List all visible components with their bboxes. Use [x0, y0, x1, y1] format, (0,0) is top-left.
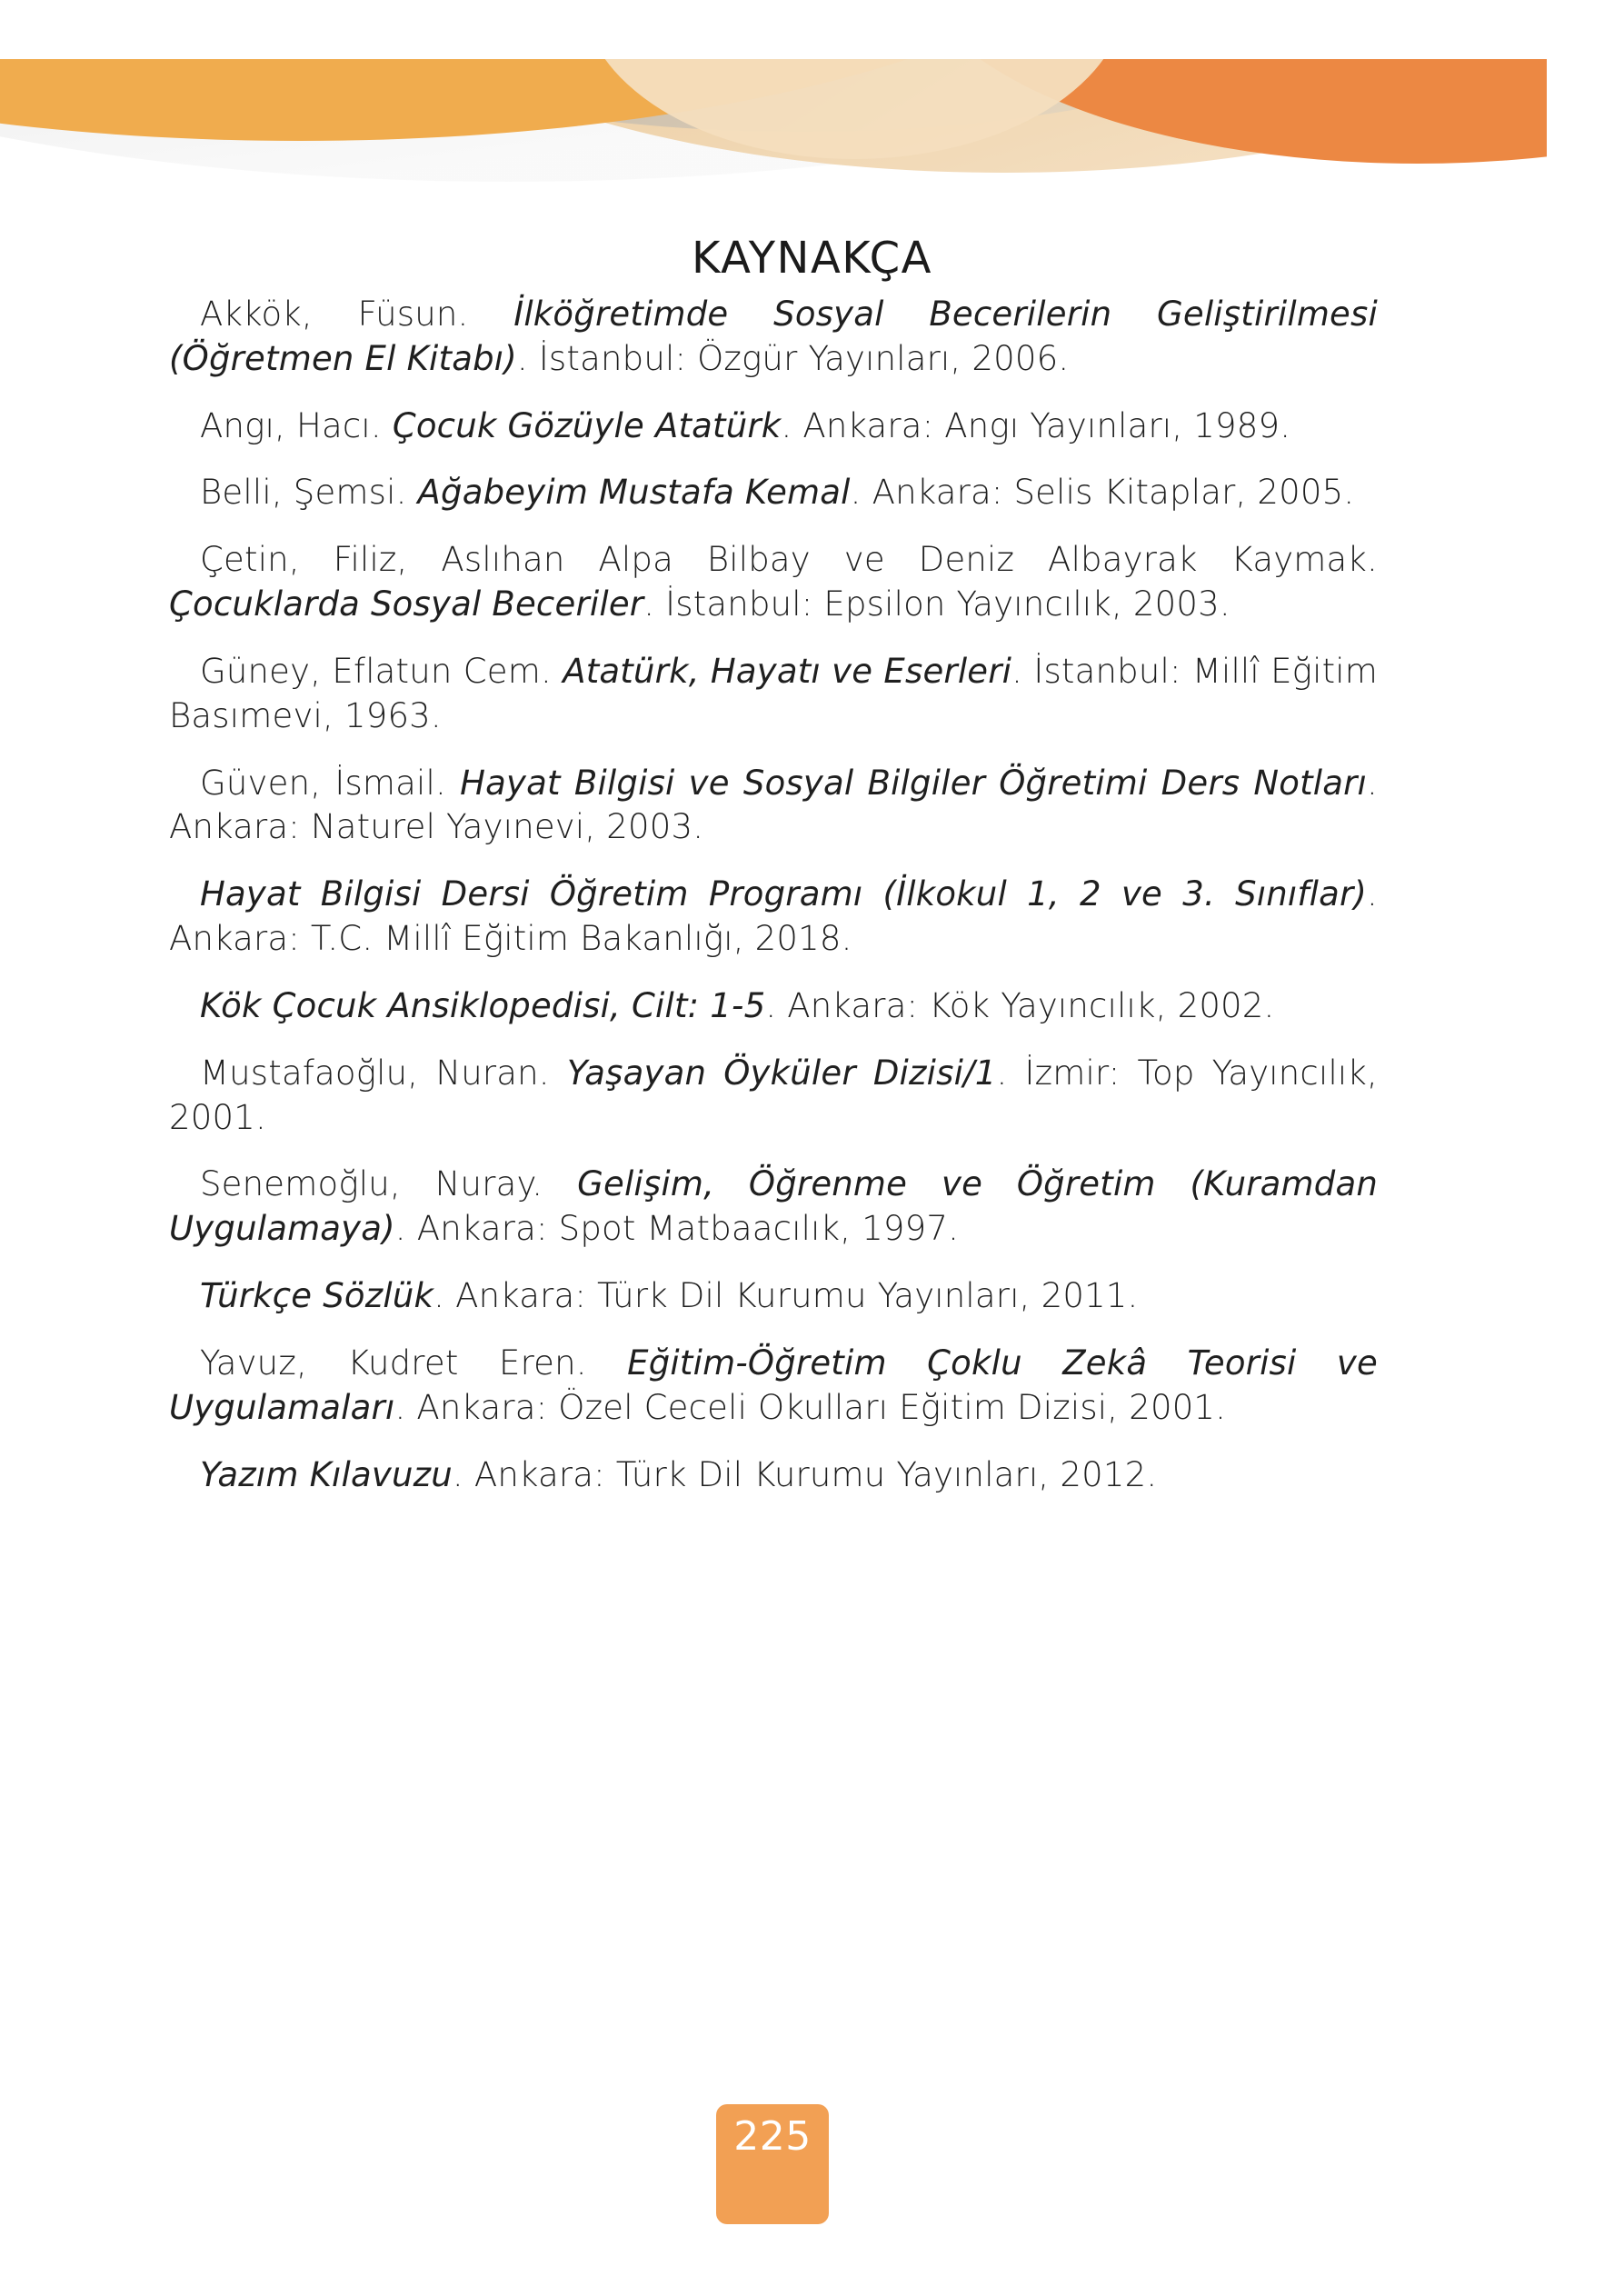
bibliography-entry-text: Güney, Eflatun Cem. [200, 651, 563, 691]
bibliography-entry-title: Eğitim-Öğretim Çoklu Zekâ Teorisi ve Uygulamaları [169, 1343, 1378, 1427]
bibliography-entry-title: Yaşayan Öyküler Dizisi/1 [566, 1053, 997, 1093]
page-title: KAYNAKÇA [691, 233, 932, 285]
tan-ellipse [350, 0, 1624, 173]
bibliography-entry [169, 1453, 1378, 1498]
bibliography-entry-text: Senemoğlu, Nuray. [200, 1164, 578, 1204]
bibliography-entry-title: Çocuk Gözüyle Atatürk [392, 405, 782, 445]
bibliography-entry-text: . Ankara: Özel Ceceli Okulları Eğitim Dizisi, 2001. [394, 1387, 1227, 1427]
header-shapes-group [0, 0, 1624, 182]
bibliography-entry [169, 650, 1378, 739]
bibliography-entry [169, 404, 1378, 449]
dark-orange-ellipse [909, 0, 1624, 164]
bibliography-entry [169, 873, 1378, 962]
bibliography-entry-text: . İstanbul: Özgür Yayınları, 2006. [516, 338, 1070, 378]
bibliography-entry [169, 984, 1378, 1029]
bibliography-entry-title: Ağabeyim Mustafa Kemal [417, 473, 851, 513]
bibliography-entry-text: Akkök, Füsun. [200, 294, 514, 334]
bibliography-entry-text: . Ankara: Spot Matbaacılık, 1997. [394, 1209, 960, 1249]
bibliography-entry-text: . Ankara: T.C. Millî Eğitim Bakanlığı, 2018. [169, 874, 1378, 959]
bibliography-entry-text: Çetin, Filiz, Aslıhan Alpa Bilbay ve Deniz Albayrak Kaymak. [200, 540, 1378, 580]
cream-crescent [582, 0, 1127, 159]
bibliography-entry-title: İlköğretimde Sosyal Becerilerin Geliştirilmesi (Öğretmen El Kitabı) [169, 294, 1378, 378]
bibliography-entry-text: . Ankara: Angı Yayınları, 1989. [781, 405, 1291, 445]
bibliography-entry [169, 762, 1378, 851]
bibliography-entry-title: Türkçe Sözlük [200, 1276, 434, 1316]
gray-gradient-ellipse [109, 0, 1490, 132]
bibliography-entry-text: Angı, Hacı. [200, 405, 393, 445]
page-number-text: 225 [733, 2113, 812, 2160]
bibliography-entry [169, 1342, 1378, 1431]
bibliography-entry-text: Belli, Şemsi. [200, 473, 418, 513]
bibliography-entry-text: Mustafaoğlu, Nuran. [200, 1053, 567, 1093]
bibliography-entry-title: Kök Çocuk Ansiklopedisi, Cilt: 1-5 [200, 985, 766, 1025]
bibliography-entry-text: Yavuz, Kudret Eren. [200, 1343, 628, 1383]
bibliography-entry-text: . Ankara: Türk Dil Kurumu Yayınları, 2011. [433, 1276, 1139, 1316]
bibliography-entry [169, 1052, 1378, 1141]
bibliography-entry [169, 1163, 1378, 1252]
bibliography-entry [169, 471, 1378, 515]
page-number-badge [716, 2104, 829, 2224]
bibliography-entry-title: Atatürk, Hayatı ve Eserleri [563, 651, 1012, 691]
bibliography-list [169, 293, 1378, 1497]
bibliography-entry-text: Güven, İsmail. [200, 763, 461, 803]
bibliography-entry-text: . Ankara: Türk Dil Kurumu Yayınları, 2012. [452, 1454, 1158, 1494]
bibliography-entry [169, 538, 1378, 627]
bibliography-entry-text: . Ankara: Kök Yayıncılık, 2002. [765, 985, 1275, 1025]
bibliography-entry-title: Gelişim, Öğrenme ve Öğretim (Kuramdan Uygulamaya) [169, 1164, 1378, 1249]
bibliography-entry-text: . İstanbul: Millî Eğitim Basımevi, 1963. [169, 651, 1378, 735]
bibliography-entry-title: Hayat Bilgisi Dersi Öğretim Programı (İlkokul 1, 2 ve 3. Sınıflar) [200, 874, 1368, 914]
bibliography-entry-text: . Ankara: Naturel Yayınevi, 2003. [169, 763, 1379, 847]
gray-shadow-ellipse [0, 0, 1472, 182]
bibliography-entry-text: . Ankara: Selis Kitaplar, 2005. [850, 473, 1355, 513]
bibliography-entry-title: Hayat Bilgisi ve Sosyal Bilgiler Öğretimi Ders Notları [460, 763, 1368, 803]
bibliography-entry [169, 1274, 1378, 1319]
bibliography-entry [169, 293, 1378, 382]
bibliography-entry-text: . İstanbul: Epsilon Yayıncılık, 2003. [643, 584, 1230, 624]
bibliography-entry-text: . İzmir: Top Yayıncılık, 2001. [169, 1053, 1378, 1137]
light-orange-ellipse [0, 0, 1145, 141]
bibliography-entry-title: Yazım Kılavuzu [200, 1454, 453, 1494]
bibliography-entry-title: Çocuklarda Sosyal Beceriler [169, 584, 644, 624]
